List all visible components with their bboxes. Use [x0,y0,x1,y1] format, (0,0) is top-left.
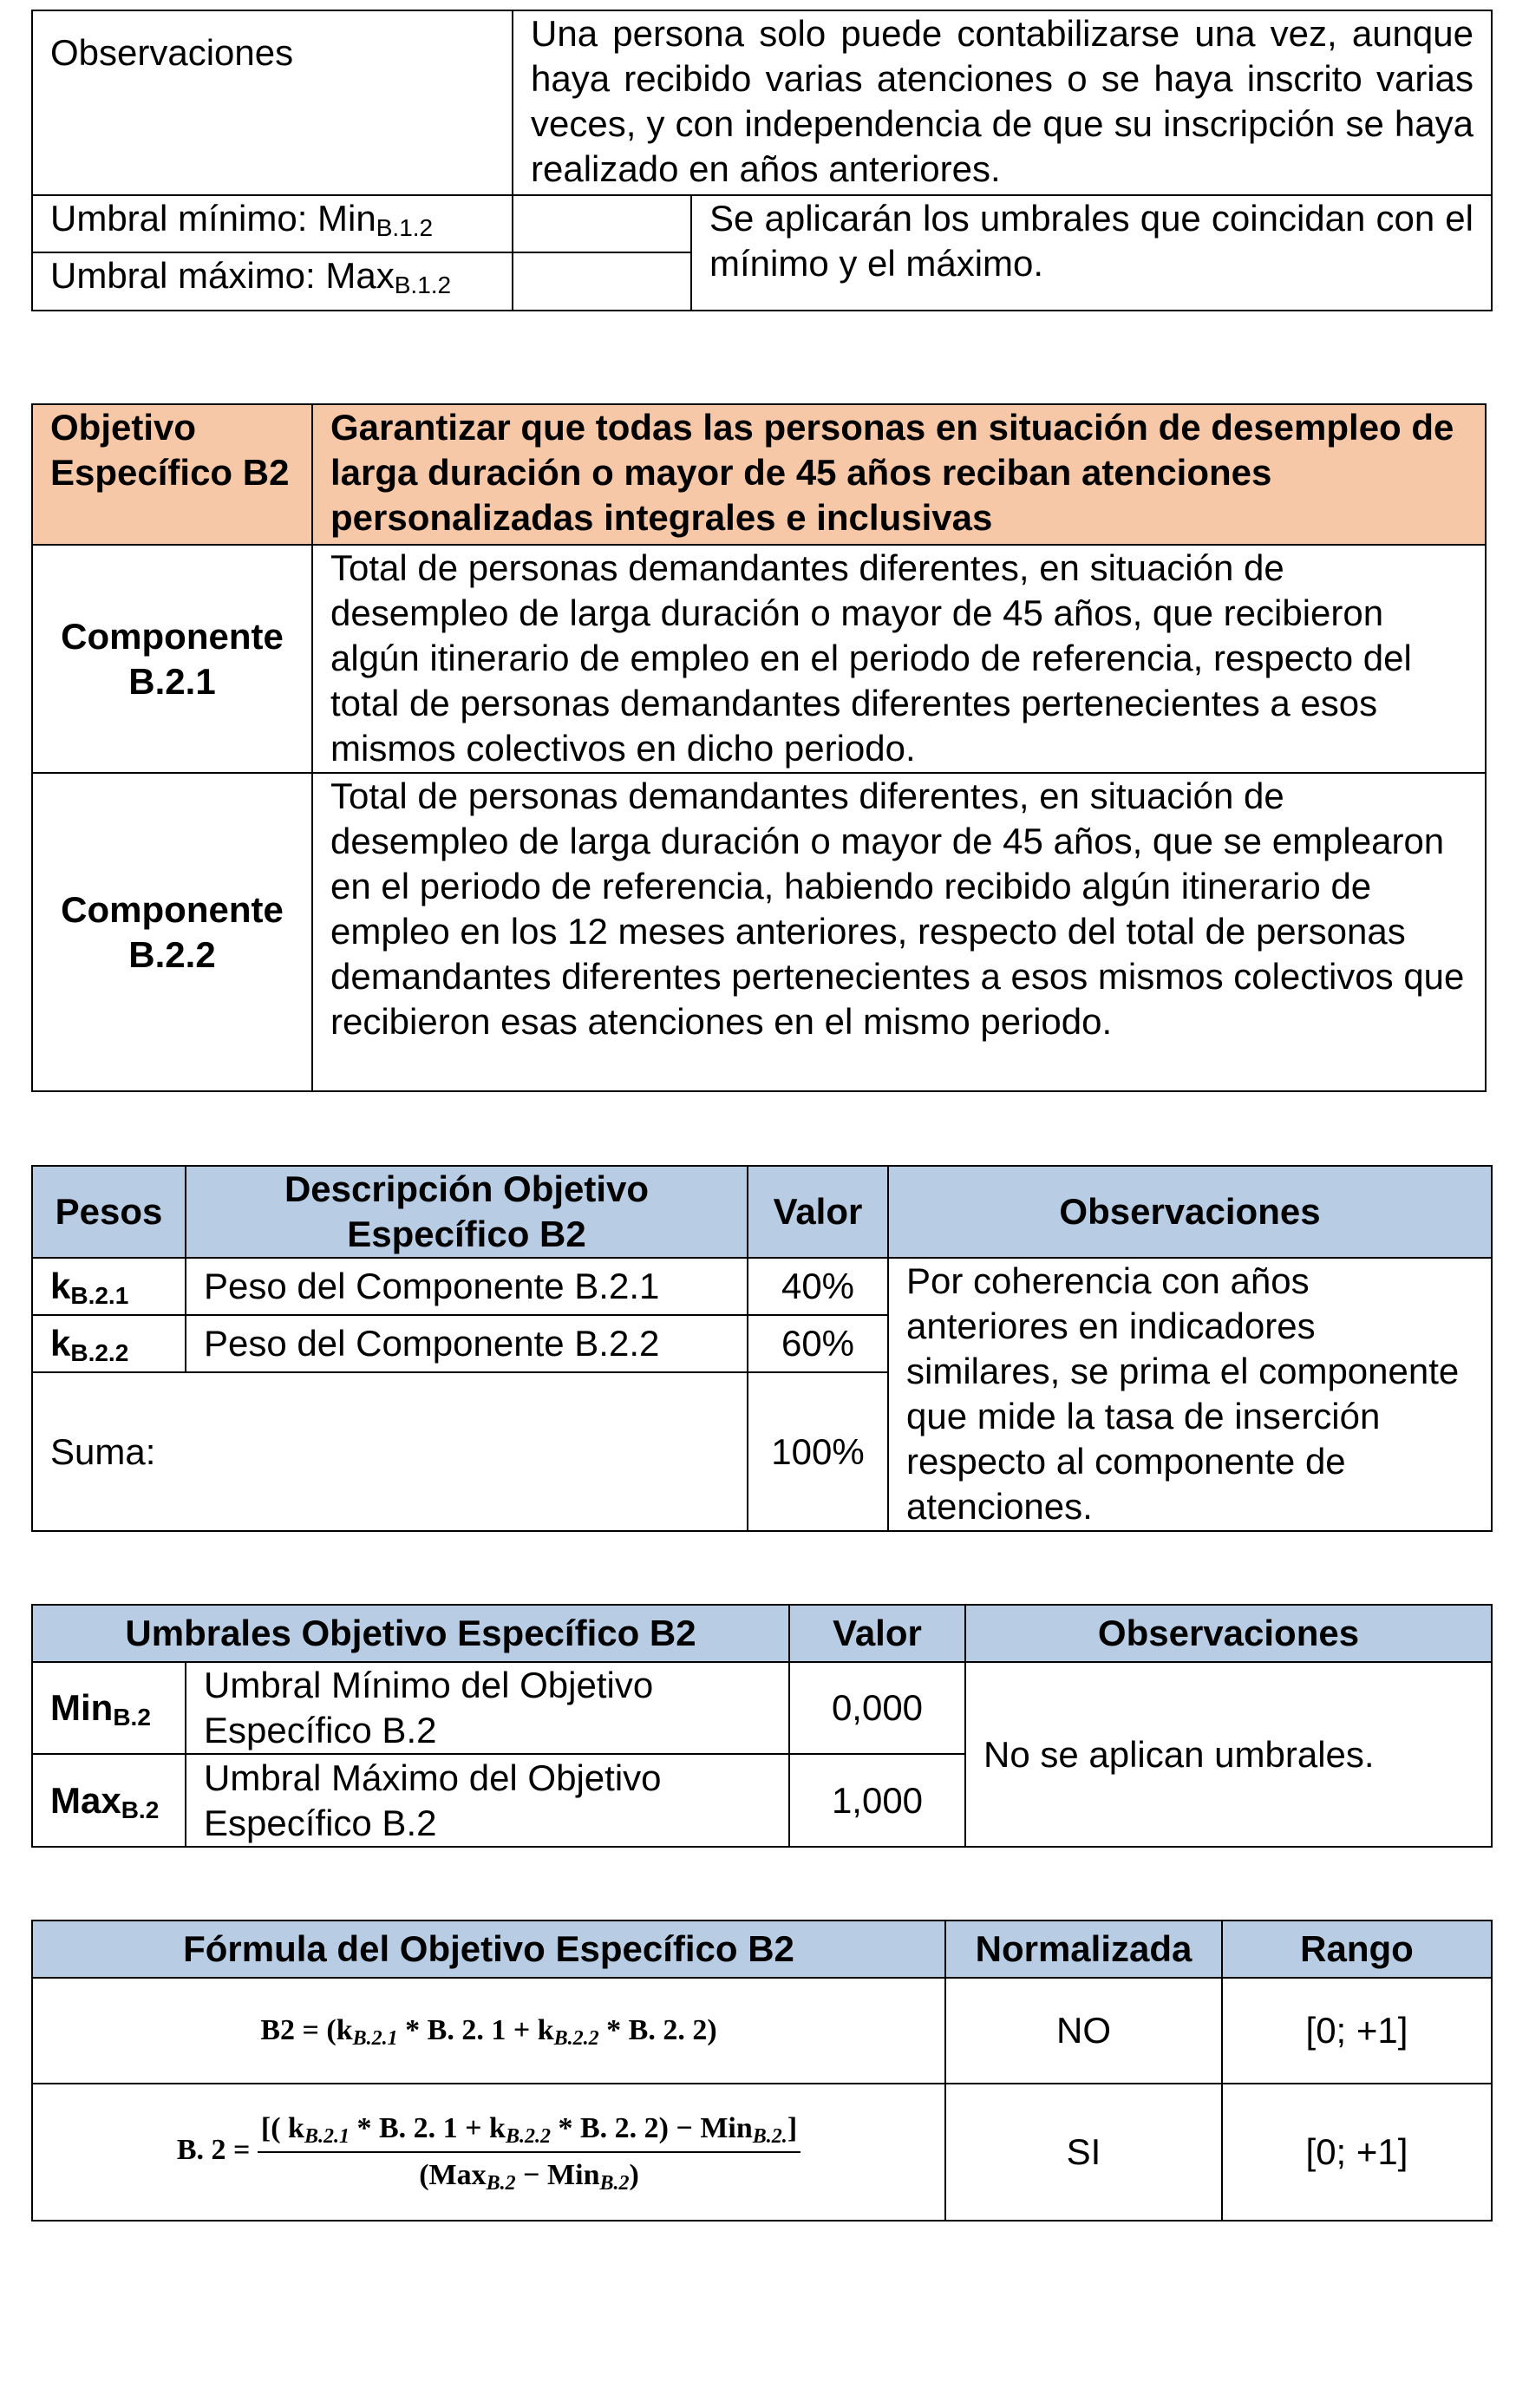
header-value: Valor [789,1605,965,1662]
header-description: Descripción Objetivo Específico B2 [186,1166,748,1258]
header-observations: Observaciones [888,1166,1492,1258]
threshold-key: Min$_{B.2}$ [32,1662,186,1754]
formula-b2: $B2 = (k_{B.2.1} * B$. 2. $1 + k_{B.2.2} * B$. 2. 2) [32,1978,945,2084]
formula-b2-normalized: B. 2 = $\frac{[( k_{B.2.1} * B. 2. 1 + k_{B.2.2} * B. 2. 2) - Min_{B.2.}]}{(Max_{B.2} - Min_{B.2})}$ [32,2084,945,2221]
weight-key: $k_{B.2.1}$ [32,1258,186,1315]
sum-label: Suma: [32,1372,748,1531]
thresholds-observation: No se aplican umbrales. [965,1662,1492,1847]
normalized-value: SI [945,2084,1222,2221]
observations-label: Observaciones [32,10,513,195]
max-threshold-value [513,252,691,311]
range-value: [0; +1] [1222,1978,1492,2084]
header-normalized: Normalizada [945,1921,1222,1978]
header-observations: Observaciones [965,1605,1492,1662]
objective-label: Objetivo Específico B2 [32,404,312,545]
header-formula: Fórmula del Objetivo Específico B2 [32,1921,945,1978]
max-threshold-label: Umbral máximo: Max$_{B.1.2}$ [32,252,513,311]
observations-text: Una persona solo puede contabilizarse una vez, aunque haya recibido varias atenciones o se haya inscrito varias veces, y con independencia de que su inscripción se haya realizado en años anteriores. [513,10,1492,195]
header-weights: Pesos [32,1166,186,1258]
header-range: Rango [1222,1921,1492,1978]
objective-title: Garantizar que todas las personas en situación de desempleo de larga duración o mayor de 45 años reciban atenciones personalizadas integrales e inclusivas [312,404,1486,545]
min-threshold-value [513,195,691,252]
component-text: Total de personas demandantes diferentes, en situación de desempleo de larga duración o mayor de 45 años, que recibieron algún itinerario de empleo en el periodo de referencia, respecto del total de personas demandantes diferentes pertenecientes a esos mismos colectivos en dicho periodo. [312,545,1486,773]
weight-value: 40% [748,1258,888,1315]
weights-table [31,1165,1493,1532]
weight-value: 60% [748,1315,888,1372]
weight-description: Peso del Componente B.2.2 [186,1315,748,1372]
formula-table [31,1920,1493,2222]
threshold-key: Max$_{B.2}$ [32,1754,186,1847]
observations-table [31,10,1493,311]
threshold-value: 1,000 [789,1754,965,1847]
weight-description: Peso del Componente B.2.1 [186,1258,748,1315]
range-value: [0; +1] [1222,2084,1492,2221]
component-text: Total de personas demandantes diferentes, en situación de desempleo de larga duración o mayor de 45 años, que se emplearon en el periodo de referencia, habiendo recibido algún itinerario de empleo en los 12 meses anteriores, respecto del total de personas demandantes diferentes pertenecientes a esos mismos colectivos que recibieron esas atenciones en el mismo periodo. [312,773,1486,1091]
weight-key: $k_{B.2.2}$ [32,1315,186,1372]
weights-observation: Por coherencia con años anteriores en indicadores similares, se prima el componente que mide la tasa de inserción respecto al componente de atenciones. [888,1258,1492,1531]
min-threshold-label: Umbral mínimo: Min$_{B.1.2}$ [32,195,513,252]
header-value: Valor [748,1166,888,1258]
header-thresholds: Umbrales Objetivo Específico B2 [32,1605,789,1662]
component-label: Componente B.2.2 [32,773,312,1091]
thresholds-table [31,1604,1493,1848]
threshold-description: Umbral Máximo del Objetivo Específico B.2 [186,1754,789,1847]
threshold-note: Se aplicarán los umbrales que coincidan con el mínimo y el máximo. [691,195,1492,311]
component-label: Componente B.2.1 [32,545,312,773]
threshold-value: 0,000 [789,1662,965,1754]
threshold-description: Umbral Mínimo del Objetivo Específico B.2 [186,1662,789,1754]
sum-value: 100% [748,1372,888,1531]
objective-table [31,403,1487,1092]
normalized-value: NO [945,1978,1222,2084]
